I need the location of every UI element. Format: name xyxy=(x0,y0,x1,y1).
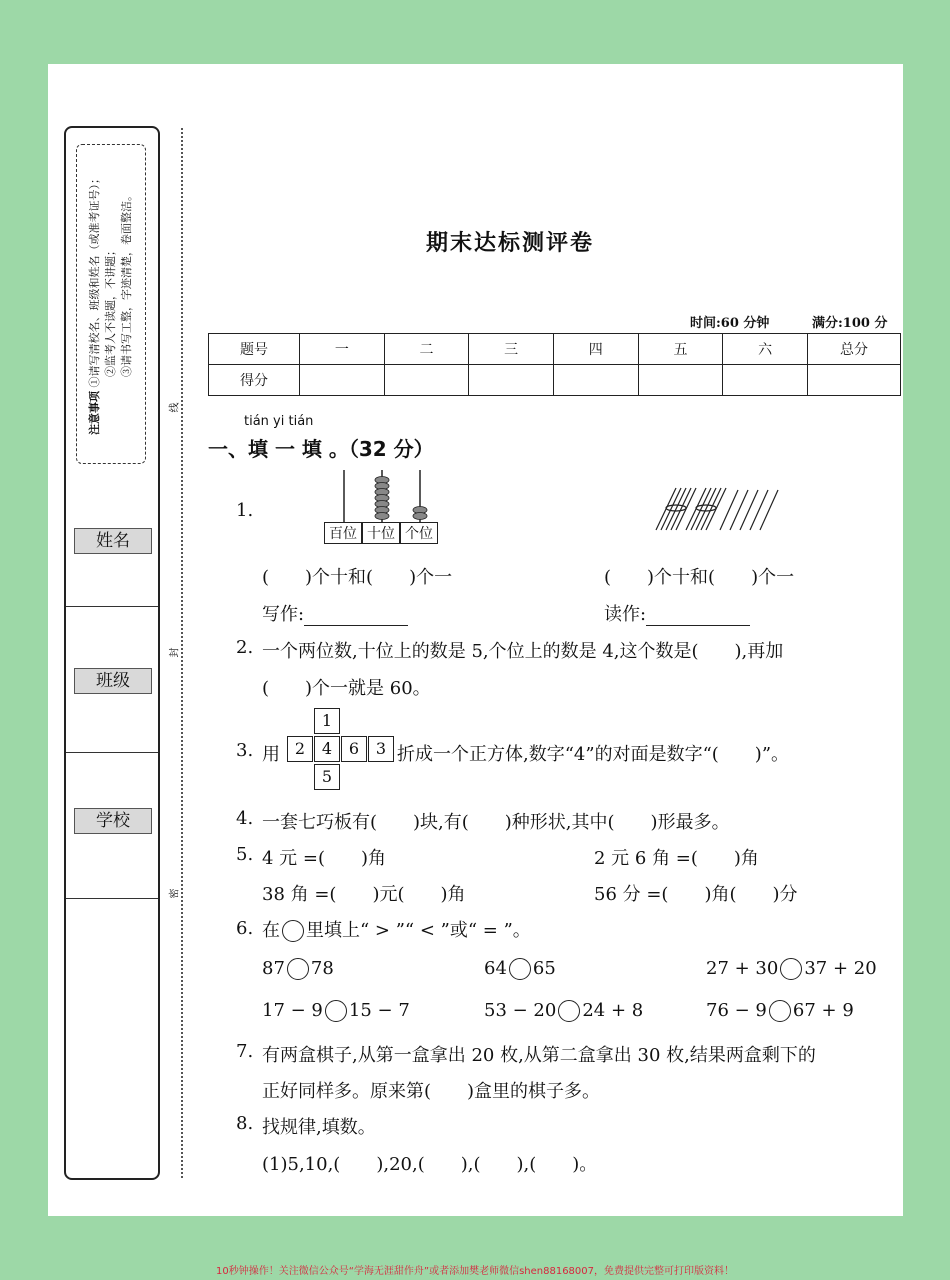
question-number: 1. xyxy=(236,500,254,521)
compare-right: 37 + 20 xyxy=(804,958,877,979)
notice-box xyxy=(76,144,146,464)
score-cell[interactable] xyxy=(638,365,723,396)
notice-line-3: ③请书写工整，字迹清楚，卷面整洁。 xyxy=(120,190,133,377)
q7-text-line1: 有两盒棋子,从第一盒拿出 20 枚,从第二盒拿出 30 枚,结果两盒剩下的 xyxy=(262,1045,816,1066)
compare-circle-icon xyxy=(282,920,304,942)
section-pinyin: tián yi tián xyxy=(244,414,314,429)
table-header: 三 xyxy=(469,334,554,365)
binding-mark-seal: 封 xyxy=(169,647,181,658)
notice-line-2: ②监考人不读题，不讲题； xyxy=(104,245,117,377)
net-cell: 5 xyxy=(314,764,340,790)
binding-dotted-line xyxy=(181,128,183,1178)
question-number: 3. xyxy=(236,740,254,761)
write-label: 写作: xyxy=(262,604,305,625)
question-number: 5. xyxy=(236,844,254,865)
q5-item-a[interactable]: 4 元 =( )角 xyxy=(262,848,387,869)
compare-item xyxy=(484,958,556,980)
place-label-ones: 个位 xyxy=(400,522,438,544)
net-cell: 6 xyxy=(341,736,367,762)
divider xyxy=(66,898,158,899)
compare-right: 78 xyxy=(310,958,334,979)
compare-circle[interactable] xyxy=(769,1000,791,1022)
compare-item xyxy=(262,958,334,980)
net-cell: 4 xyxy=(314,736,340,762)
q5-item-d[interactable]: 56 分 =( )角( )分 xyxy=(594,884,798,905)
name-label: 姓名 xyxy=(74,528,152,554)
footer-notice: 10秒钟操作！关注微信公众号“学海无涯甜作舟”或者添加樊老师微信shen88168007，免费提供完整可打印版资料！ xyxy=(215,1266,735,1277)
compare-left: 64 xyxy=(484,958,507,979)
compare-circle[interactable] xyxy=(509,958,531,980)
compare-left: 17 − 9 xyxy=(262,1000,323,1021)
write-answer-line[interactable] xyxy=(304,607,408,626)
compare-circle[interactable] xyxy=(287,958,309,980)
q6-intro-a: 在 xyxy=(262,920,280,941)
table-header: 总分 xyxy=(808,334,901,365)
abacus-image xyxy=(320,466,450,524)
place-label-hundreds: 百位 xyxy=(324,522,362,544)
divider xyxy=(66,752,158,753)
compare-left: 27 + 30 xyxy=(706,958,779,979)
notice-line-1: ①请写清校名、班级和姓名（或准考证号）； xyxy=(88,173,101,388)
table-header: 四 xyxy=(553,334,638,365)
q2-text-line1: 一个两位数,十位上的数是 5,个位上的数是 4,这个数是( ),再加 xyxy=(262,641,784,662)
q4-text: 一套七巧板有( )块,有( )种形状,其中( )形最多。 xyxy=(262,812,730,833)
row-label: 得分 xyxy=(209,365,300,396)
q1-write xyxy=(262,600,408,626)
question-number: 7. xyxy=(236,1041,254,1062)
q3-text: 折成一个正方体,数字“4”的对面是数字“( )”。 xyxy=(397,744,790,765)
compare-left: 87 xyxy=(262,958,285,979)
compare-left: 53 − 20 xyxy=(484,1000,557,1021)
notice-label: 注意事项 xyxy=(88,391,101,435)
q1-blank-b[interactable]: ( )个十和( )个一 xyxy=(604,567,795,588)
binding-mark-close: 密 xyxy=(169,888,181,899)
class-label: 班级 xyxy=(74,668,152,694)
table-header: 六 xyxy=(723,334,808,365)
q8-text: 找规律,填数。 xyxy=(262,1117,376,1138)
q7-text-line2: 正好同样多。原来第( )盒里的棋子多。 xyxy=(262,1081,601,1102)
notice-text xyxy=(87,173,135,435)
compare-left: 76 − 9 xyxy=(706,1000,767,1021)
compare-circle[interactable] xyxy=(780,958,802,980)
q5-item-b[interactable]: 2 元 6 角 =( )角 xyxy=(594,848,759,869)
compare-circle[interactable] xyxy=(325,1000,347,1022)
score-cell[interactable] xyxy=(469,365,554,396)
compare-item xyxy=(706,958,877,980)
question-number: 8. xyxy=(236,1113,254,1134)
table-header: 题号 xyxy=(209,334,300,365)
net-cell: 3 xyxy=(368,736,394,762)
student-info-panel xyxy=(64,126,160,1180)
compare-right: 65 xyxy=(532,958,556,979)
score-table xyxy=(208,333,901,396)
compare-item xyxy=(484,1000,643,1022)
question-number: 6. xyxy=(236,918,254,939)
score-cell[interactable] xyxy=(723,365,808,396)
score-cell[interactable] xyxy=(553,365,638,396)
table-header: 五 xyxy=(638,334,723,365)
q5-item-c[interactable]: 38 角 =( )元( )角 xyxy=(262,884,466,905)
time-limit: 时间:60 分钟 xyxy=(690,316,770,331)
read-label: 读作: xyxy=(604,604,647,625)
compare-right: 15 − 7 xyxy=(348,1000,410,1021)
q2-text-line2: ( )个一就是 60。 xyxy=(262,678,431,699)
net-cell: 2 xyxy=(287,736,313,762)
divider xyxy=(66,606,158,607)
q3-prefix: 用 xyxy=(262,744,280,765)
net-cell: 1 xyxy=(314,708,340,734)
score-cell[interactable] xyxy=(808,365,901,396)
binding-mark-line: 线 xyxy=(169,402,181,413)
q6-intro xyxy=(262,916,531,942)
school-label: 学校 xyxy=(74,808,152,834)
read-answer-line[interactable] xyxy=(646,607,750,626)
score-row xyxy=(209,365,901,396)
compare-item xyxy=(706,1000,854,1022)
score-header-row xyxy=(209,334,901,365)
section-heading: 一、填 一 填 。（32 分） xyxy=(208,437,434,461)
place-label-tens: 十位 xyxy=(362,522,400,544)
sticks-bundle-image xyxy=(650,478,790,538)
question-number: 4. xyxy=(236,808,254,829)
q1-blank-a[interactable]: ( )个十和( )个一 xyxy=(262,567,453,588)
table-header: 二 xyxy=(384,334,469,365)
score-cell[interactable] xyxy=(300,365,385,396)
table-header: 一 xyxy=(300,334,385,365)
q6-intro-b: 里填上“ > ”“ < ”或“ = ”。 xyxy=(306,920,531,941)
q1-read xyxy=(604,600,750,626)
page-title: 期末达标测评卷 xyxy=(425,231,594,256)
compare-right: 24 + 8 xyxy=(582,1000,644,1021)
compare-item xyxy=(262,1000,410,1022)
score-cell[interactable] xyxy=(384,365,469,396)
full-score: 满分:100 分 xyxy=(812,316,888,331)
compare-right: 67 + 9 xyxy=(792,1000,854,1021)
q8-sequence[interactable]: (1)5,10,( ),20,( ),( ),( )。 xyxy=(262,1154,598,1175)
question-number: 2. xyxy=(236,637,254,658)
compare-circle[interactable] xyxy=(558,1000,580,1022)
